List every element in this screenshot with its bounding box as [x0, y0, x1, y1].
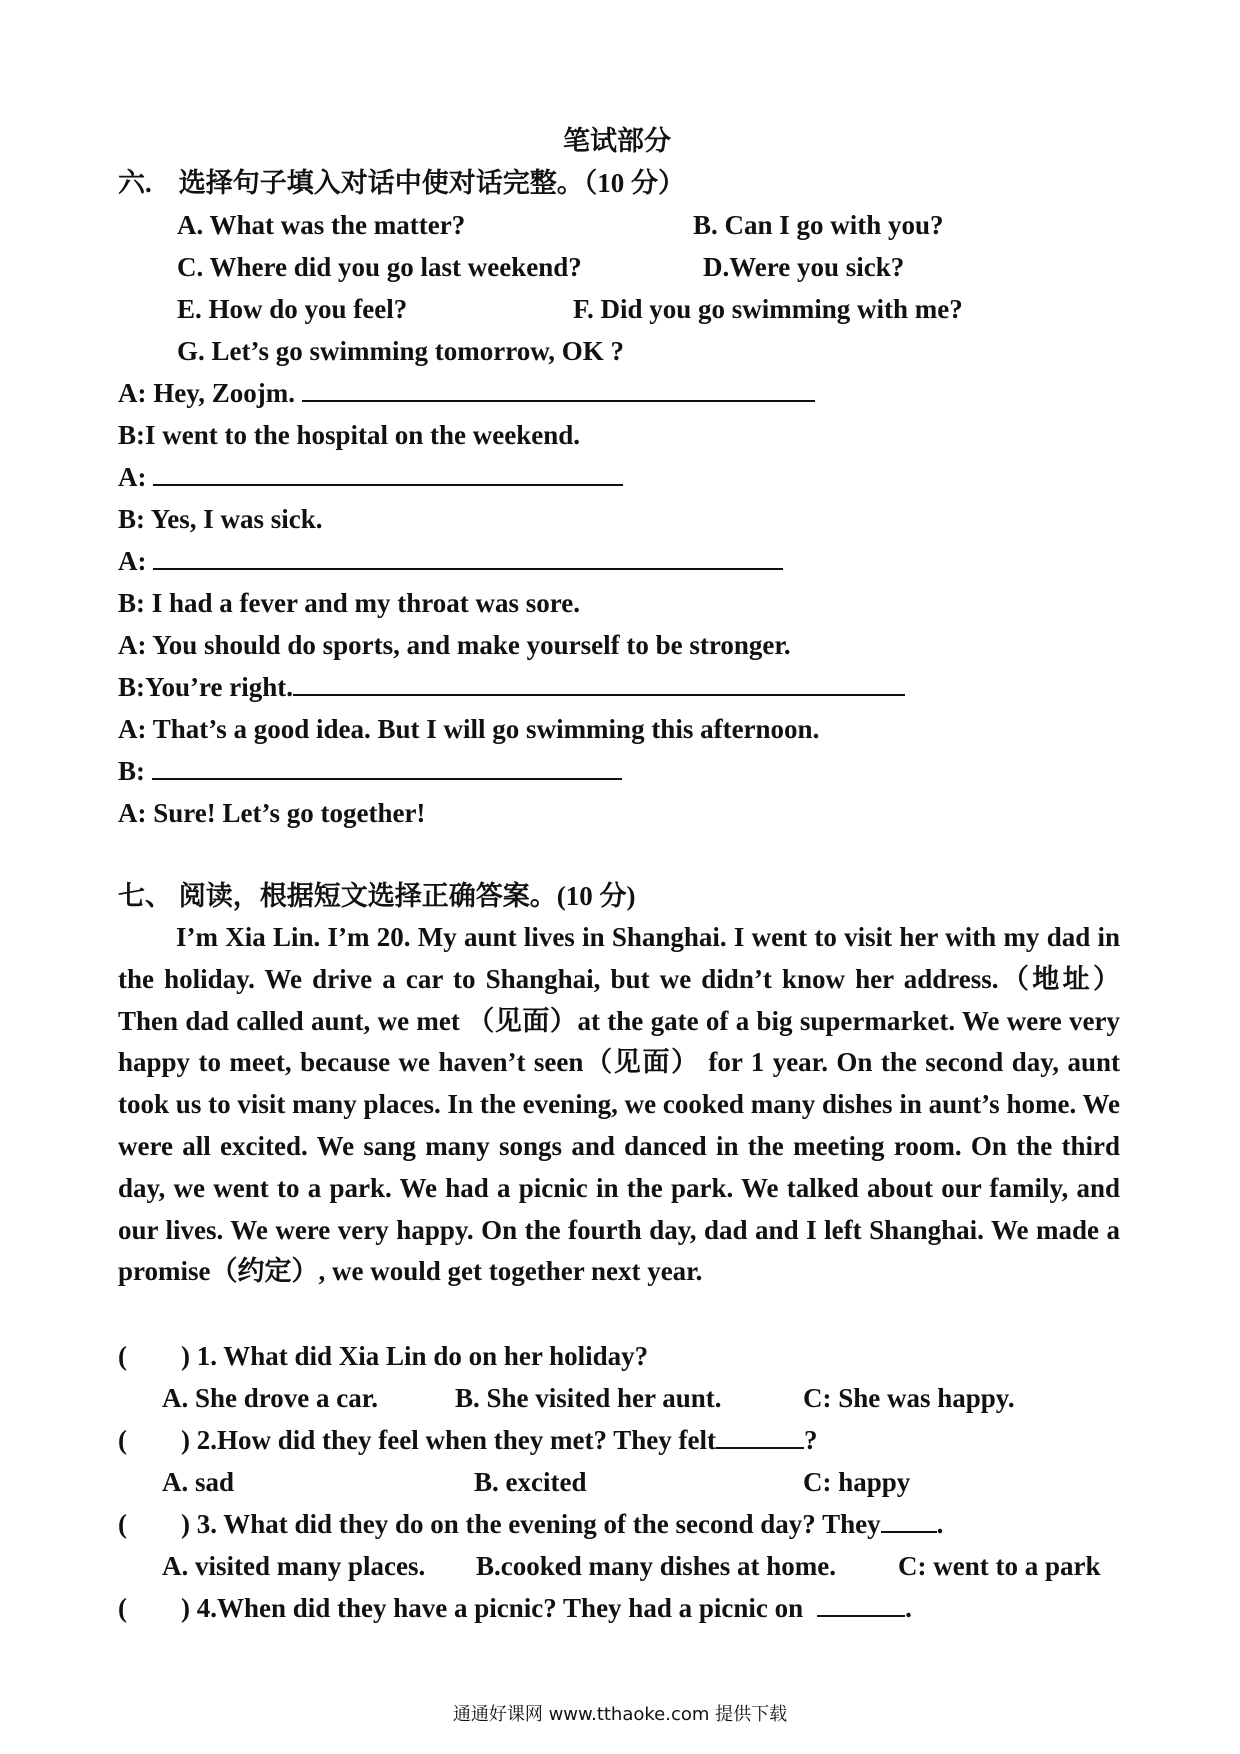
answer-blank[interactable]: [881, 1530, 937, 1533]
question-suffix: .: [936, 1509, 944, 1539]
answer-bracket[interactable]: ( ): [118, 1341, 197, 1371]
answer-bracket[interactable]: ( ): [118, 1509, 197, 1539]
answer-bracket[interactable]: ( ): [118, 1425, 197, 1455]
dialogue-text: A:: [118, 462, 147, 492]
dialogue-line: A: Sure! Let’s go together!: [118, 798, 426, 828]
question-4: [118, 1595, 912, 1622]
dialogue-line: [118, 380, 815, 407]
q1-option-a: A. She drove a car.: [162, 1383, 378, 1413]
answer-blank[interactable]: [817, 1614, 905, 1617]
dialogue-line: B:I went to the hospital on the weekend.: [118, 420, 581, 450]
q3-option-b: B.cooked many dishes at home.: [476, 1551, 837, 1581]
answer-blank[interactable]: [152, 777, 622, 780]
question-suffix: .: [905, 1593, 912, 1623]
q3-option-a: A. visited many places.: [162, 1551, 426, 1581]
dialogue-line: B: I had a fever and my throat was sore.: [118, 588, 581, 618]
option-d: D.Were you sick?: [703, 252, 905, 282]
q2-option-a: A. sad: [162, 1467, 235, 1497]
section-7-heading: 七、 阅读，根据短文选择正确答案。(10 分): [118, 881, 636, 911]
dialogue-line: [118, 758, 622, 785]
q3-option-c: C: went to a park: [898, 1551, 1101, 1581]
option-b: B. Can I go with you?: [693, 210, 944, 240]
reading-passage: I’m Xia Lin. I’m 20. My aunt lives in Shanghai. I went to visit her with my dad in the holiday. We drive a car to Shanghai, but we didn’t know her address.（地址）Then dad called aunt, we met （见面）at the gate of a big supermarket. We were very happy to meet, because we haven’t seen（见面） for 1 year. On the second day, aunt took us to visit many places. In the evening, we cooked many dishes in aunt’s home. We were all excited. We sang many songs and danced in the meeting room. On the third day, we went to a park. We had a picnic in the park. We talked about our family, and our lives. We were very happy. On the fourth day, dad and I left Shanghai. We made a promise（约定）, we would get together next year.: [118, 922, 1120, 1287]
answer-blank[interactable]: [293, 693, 905, 696]
dialogue-text: A: Hey, Zoojm.: [118, 378, 295, 408]
q1-option-c: C: She was happy.: [803, 1383, 1015, 1413]
dialogue-line: [118, 464, 623, 491]
question-2: [118, 1427, 817, 1454]
question-text: 3. What did they do on the evening of the second day? They: [196, 1509, 881, 1539]
question-3: [118, 1511, 943, 1538]
option-e: E. How do you feel?: [177, 294, 408, 324]
dialogue-text: A:: [118, 546, 147, 576]
option-g: G. Let’s go swimming tomorrow, OK ?: [177, 336, 624, 366]
option-a: A. What was the matter?: [177, 210, 466, 240]
question-suffix: ?: [803, 1425, 818, 1455]
answer-blank[interactable]: [153, 567, 783, 570]
dialogue-line: B: Yes, I was sick.: [118, 504, 323, 534]
dialogue-text: B:: [118, 756, 145, 786]
option-f: F. Did you go swimming with me?: [573, 294, 963, 324]
option-c: C. Where did you go last weekend?: [177, 252, 582, 282]
dialogue-line: [118, 548, 783, 575]
answer-blank[interactable]: [716, 1446, 804, 1449]
answer-bracket[interactable]: ( ): [118, 1593, 197, 1623]
dialogue-line: A: That’s a good idea. But I will go swimming this afternoon.: [118, 714, 820, 744]
question-text: 1. What did Xia Lin do on her holiday?: [196, 1341, 649, 1371]
dialogue-line: A: You should do sports, and make yourself to be stronger.: [118, 630, 791, 660]
footer-source: 通通好课网 www.tthaoke.com 提供下载: [452, 1704, 788, 1725]
question-1: [118, 1343, 648, 1370]
section-6-heading: 六. 选择句子填入对话中使对话完整。（10 分）: [118, 168, 685, 198]
q2-option-b: B. excited: [474, 1467, 587, 1497]
question-text: 2.How did they feel when they met? They felt: [196, 1425, 716, 1455]
answer-blank[interactable]: [302, 399, 815, 402]
question-text: 4.When did they have a picnic? They had a picnic on: [196, 1593, 804, 1623]
answer-blank[interactable]: [153, 483, 623, 486]
dialogue-line: [118, 674, 905, 701]
dialogue-text: B:You’re right.: [118, 672, 293, 702]
q1-option-b: B. She visited her aunt.: [455, 1383, 722, 1413]
q2-option-c: C: happy: [803, 1467, 911, 1497]
page-title: 笔试部分: [563, 126, 671, 156]
